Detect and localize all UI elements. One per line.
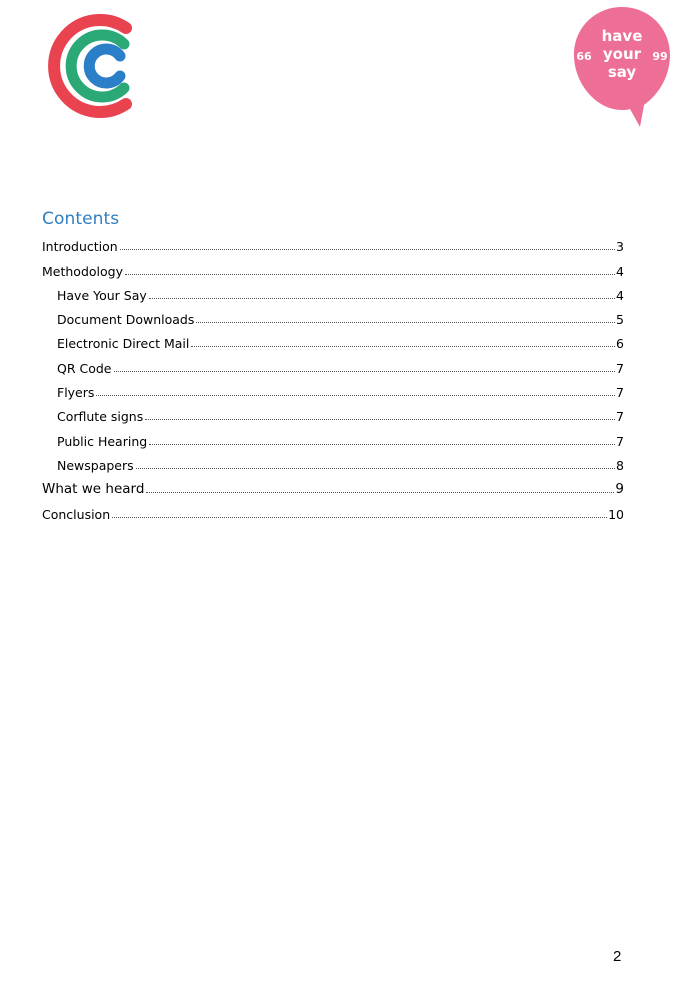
toc-page-number: 4: [616, 263, 624, 279]
toc-entry-have-your-say[interactable]: [42, 281, 624, 305]
toc-page-number: 4: [616, 287, 624, 303]
council-logo-icon: [44, 14, 144, 118]
toc-entry-conclusion[interactable]: [42, 499, 624, 523]
toc-label: Newspapers: [57, 457, 134, 473]
toc-page-number: 10: [608, 506, 624, 522]
toc-label: Document Downloads: [57, 312, 195, 328]
toc-entry-introduction[interactable]: [42, 232, 624, 256]
toc-entry-electronic-direct-mail[interactable]: [42, 329, 624, 353]
toc-page-number: 6: [616, 336, 624, 352]
hys-quote-open: 66: [576, 50, 592, 63]
toc-label: What we heard: [42, 481, 145, 498]
toc-entry-public-hearing[interactable]: [42, 426, 624, 450]
toc-entry-methodology[interactable]: [42, 256, 624, 280]
toc-label: Flyers: [57, 385, 95, 401]
hys-line-3: say: [607, 63, 637, 81]
toc-page-number: 5: [616, 312, 624, 328]
toc-entry-newspapers[interactable]: [42, 451, 624, 475]
have-your-say-logo-icon: [572, 5, 672, 129]
toc-label: Have Your Say: [57, 287, 147, 303]
toc-label: QR Code: [57, 360, 112, 376]
toc-leader-dots: [125, 273, 615, 275]
contents-heading: Contents: [42, 209, 120, 229]
toc-leader-dots: [149, 297, 615, 299]
table-of-contents: [42, 232, 624, 524]
toc-leader-dots: [149, 443, 615, 445]
hys-line-2: your: [602, 45, 642, 63]
toc-entry-flyers[interactable]: [42, 378, 624, 402]
toc-label: Public Hearing: [57, 433, 148, 449]
toc-page-number: 9: [615, 481, 624, 498]
toc-label: Electronic Direct Mail: [57, 336, 190, 352]
toc-page-number: 7: [616, 433, 624, 449]
toc-entry-qr-code[interactable]: [42, 353, 624, 377]
toc-label: Corflute signs: [57, 409, 144, 425]
toc-entry-corflute-signs[interactable]: [42, 402, 624, 426]
hys-line-1: have: [601, 27, 643, 45]
toc-entry-document-downloads[interactable]: [42, 305, 624, 329]
hys-quote-close: 99: [652, 50, 668, 63]
toc-page-number: 7: [616, 360, 624, 376]
toc-label: Introduction: [42, 239, 118, 255]
toc-leader-dots: [191, 345, 615, 347]
toc-page-number: 3: [616, 239, 624, 255]
toc-leader-dots: [146, 491, 614, 493]
toc-page-number: 7: [616, 409, 624, 425]
toc-entry-what-we-heard[interactable]: [42, 475, 624, 499]
toc-leader-dots: [112, 516, 607, 518]
toc-label: Methodology: [42, 263, 123, 279]
footer-page-number: 2: [613, 948, 622, 965]
toc-leader-dots: [145, 418, 615, 420]
toc-leader-dots: [96, 394, 615, 396]
toc-leader-dots: [120, 248, 615, 250]
toc-leader-dots: [136, 467, 615, 469]
toc-leader-dots: [114, 370, 616, 372]
toc-page-number: 8: [616, 457, 624, 473]
toc-leader-dots: [196, 321, 615, 323]
toc-label: Conclusion: [42, 506, 111, 522]
toc-page-number: 7: [616, 385, 624, 401]
